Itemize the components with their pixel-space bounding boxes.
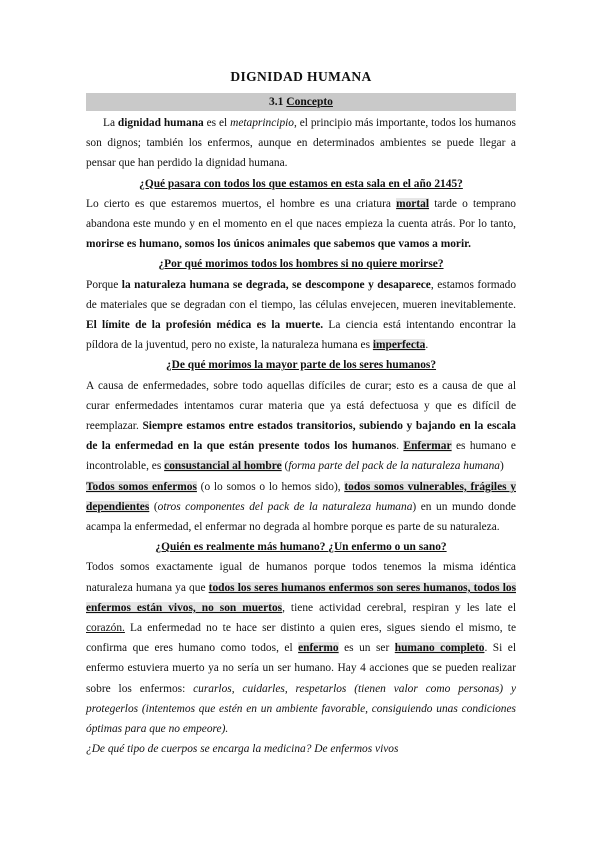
text-run: Lo cierto es que estaremos muertos, el hombre es una criatura: [86, 197, 397, 210]
document-content: [86, 68, 516, 760]
section-label: Concepto: [286, 96, 333, 108]
text-run: , tiene actividad cerebral, respiran y les late el: [282, 601, 517, 614]
bold-term-dignidad: dignidad humana: [117, 117, 204, 129]
text-run: es el: [203, 117, 231, 129]
paragraph-mortal: [86, 194, 516, 255]
paragraph-enfermedades: [86, 376, 516, 477]
highlight-term-enfermar: Enfermar: [403, 440, 452, 453]
paragraph-dignidad: [86, 113, 516, 174]
text-run: Todos somos exactamente igual de humanos porque todos tenemos la misma idéntica naturaleza humana ya que: [86, 561, 516, 594]
question-heading-3: ¿De qué morimos la mayor parte de los seres humanos?: [165, 359, 437, 372]
bold-statement-estados: Siempre estamos entre estados transitorios, subiendo y bajando en la escala de la enfermedad en la que están presente todos los humanos: [86, 420, 516, 453]
text-run: Porque: [86, 278, 122, 291]
text-run: ): [499, 460, 504, 473]
text-run: es humano e incontrolable, es: [86, 440, 516, 473]
highlight-term-todos-enfermos: Todos somos enfermos: [86, 480, 197, 493]
text-run: La: [103, 117, 118, 129]
paragraph-todos-enfermos: [86, 477, 516, 538]
text-run: , el principio más importante, todos los humanos son dignos; también los enfermos, aunque en determinados ambientes se puede llegar a pensar que han perdido la dignidad humana.: [86, 117, 516, 170]
paragraph-igual-humanos: [86, 557, 516, 739]
bold-statement-naturaleza: la naturaleza humana se degrada, se descompone y desaparece: [121, 278, 431, 291]
highlight-term-consustancial: consustancial al hombre: [164, 460, 282, 473]
highlight-term-vulnerables: todos somos vulnerables, frágiles y dependientes: [86, 480, 517, 513]
bold-statement-limite: El límite de la profesión médica es la muerte.: [86, 319, 324, 332]
highlight-term-imperfecta: imperfecta: [372, 339, 426, 352]
question-heading-2: ¿Por qué morimos todos los hombres si no quiere morirse?: [158, 258, 444, 271]
question-heading-4: ¿Quién es realmente más humano? ¿Un enfermo o un sano?: [155, 541, 447, 554]
text-run: La enfermedad no te hace ser distinto a quien eres, sigues siendo el mismo, te confirma que eres humano como todos, el: [86, 622, 516, 655]
text-run: (: [281, 460, 289, 473]
highlight-term-mortal: mortal: [396, 197, 430, 210]
highlight-term-enfermo: enfermo: [298, 642, 339, 655]
text-run: es un ser: [338, 642, 395, 655]
text-run: (: [149, 500, 158, 513]
italic-term-metaprincipio: metaprincipio: [230, 117, 294, 129]
highlight-statement-enfermos-vivos: todos los seres humanos enfermos son seres humanos, todos los enfermos están vivos, no son muertos: [86, 581, 516, 614]
section-number: 3.1: [269, 96, 284, 108]
paragraph-naturaleza: [86, 275, 516, 356]
italic-note-componentes: otros componentes del pack de la naturaleza humana: [157, 500, 413, 513]
section-heading: [86, 93, 516, 111]
text-run: , estamos formado de materiales que se degradan con el tiempo, las células envejecen, mueren inevitablemente.: [86, 278, 517, 311]
question-heading-1: ¿Qué pasara con todos los que estamos en esta sala en el año 2145?: [139, 177, 463, 190]
text-run: La ciencia está intentando encontrar la píldora de la juventud, pero no existe, la naturaleza humana es: [86, 319, 516, 352]
underlined-term-corazon: corazón.: [86, 622, 125, 635]
highlight-term-humano-completo: humano completo: [394, 642, 485, 655]
closing-question: ¿De qué tipo de cuerpos se encarga la medicina? De enfermos vivos: [86, 743, 399, 756]
italic-note-pack: forma parte del pack de la naturaleza humana: [288, 460, 500, 473]
text-run: tarde o temprano abandona este mundo y en el momento en el que naces empieza la cuenta atrás. Por lo tanto,: [86, 197, 516, 231]
text-run: A causa de enfermedades, sobre todo aquellas difíciles de curar; esto es a causa de que al curar enfermedades intentamos curar materia que ya está defectuosa y que es difícil de reemplazar.: [86, 379, 516, 433]
document-title: DIGNIDAD HUMANA: [230, 69, 372, 84]
text-run: ) en un mundo donde acampa la enfermedad, el enfermar no degrada al hombre porque es parte de su naturaleza.: [86, 500, 516, 534]
text-run: (o lo somos o lo hemos sido),: [196, 480, 345, 493]
text-run: .: [396, 440, 404, 453]
text-run: . Si el enfermo estuviera muerto ya no sería un ser humano. Hay 4 acciones que se pueden realizar sobre los enfermos:: [86, 642, 516, 695]
bold-statement-morirse: morirse es humano, somos los únicos animales que sabemos que vamos a morir.: [86, 238, 471, 251]
italic-list-acciones: curarlos, cuidarles, respetarlos (tienen valor como personas) y protegerlos (intentemos que estén en un ambiente favorable, consiguiendo unas condiciones óptimas para que no empeore).: [86, 682, 516, 736]
text-run: .: [425, 339, 429, 352]
